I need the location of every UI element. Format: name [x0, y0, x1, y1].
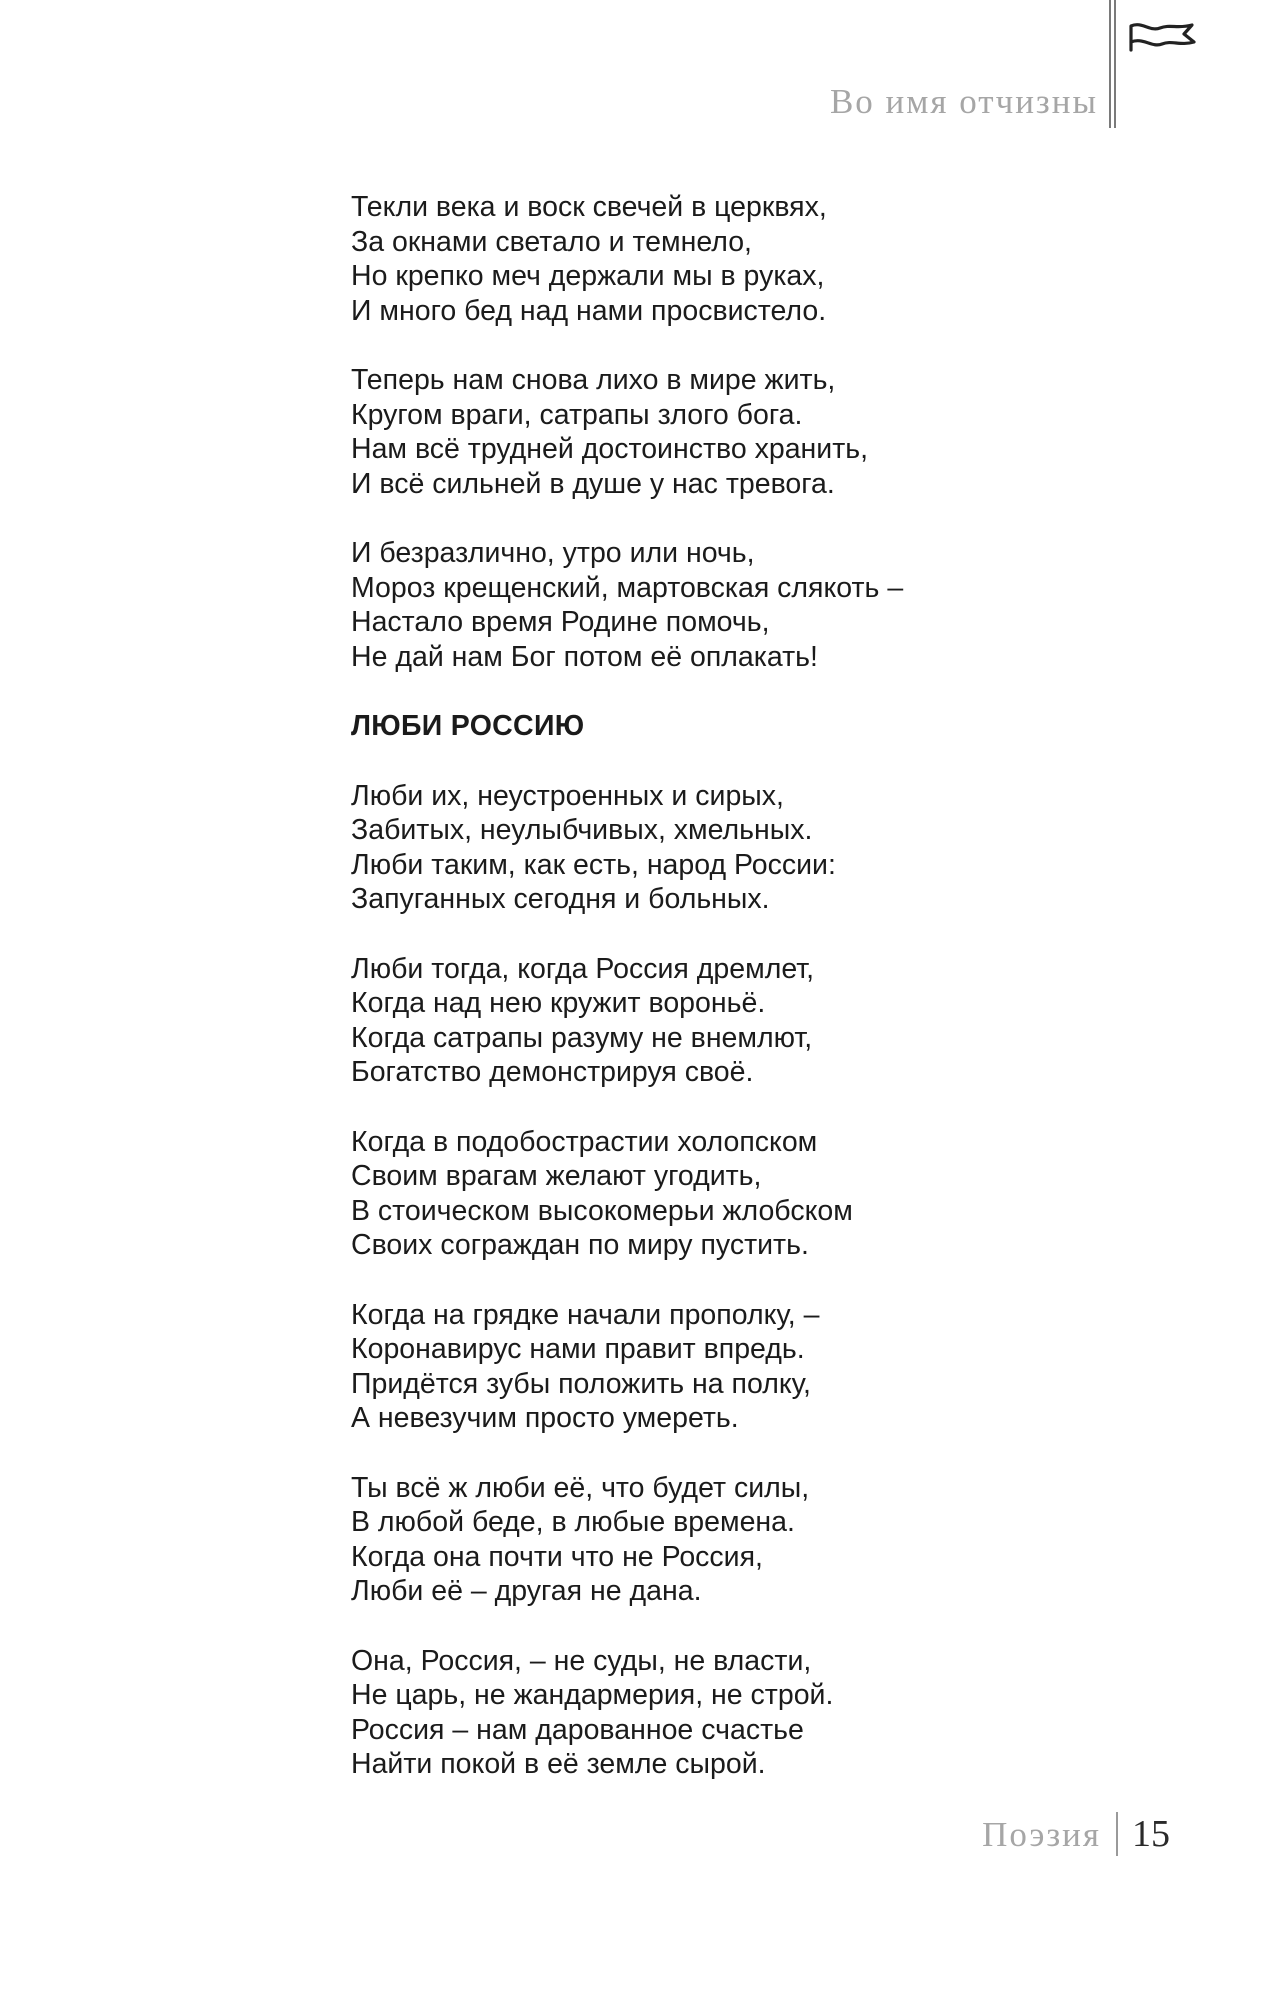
flag-icon — [1128, 22, 1196, 52]
poem-line: Богатство демонстрируя своё. — [351, 1056, 754, 1088]
poem-line: За окнами светало и темнело, — [351, 225, 752, 258]
stanza — [351, 1644, 1091, 1782]
stanza — [351, 190, 1091, 328]
poem-line: Люби её – другая не дана. — [351, 1575, 702, 1607]
poem-line: Найти покой в её земле сырой. — [351, 1748, 766, 1780]
page-number: 15 — [1132, 1813, 1170, 1855]
poem-line: Когда сатрапы разуму не внемлют, — [351, 1021, 813, 1054]
poem-line: Люби тогда, когда Россия дремлет, — [351, 952, 815, 985]
stanza — [351, 1471, 1091, 1609]
poem-line: Мороз крещенский, мартовская слякоть – — [351, 571, 904, 604]
stanza — [351, 779, 1091, 917]
running-title: Во имя отчизны — [829, 82, 1098, 121]
poem-line: Забитых, неулыбчивых, хмельных. — [351, 814, 813, 846]
poem-line: Запуганных сегодня и больных. — [351, 883, 770, 915]
poem-line: В любой беде, в любые времена. — [351, 1506, 795, 1538]
stanza — [351, 1298, 1091, 1436]
poem-line: И безразлично, утро или ночь, — [351, 537, 755, 569]
footer-section-title: Поэзия — [982, 1815, 1101, 1854]
poem-line: Кругом враги, сатрапы злого бога. — [351, 398, 803, 431]
poem-title: ЛЮБИ РОССИЮ — [351, 710, 585, 742]
poem-line: Ты всё ж люби её, что будет силы, — [351, 1471, 810, 1504]
poem-line: Коронавирус нами правит впредь. — [351, 1333, 805, 1365]
poem-line: Теперь нам снова лихо в мире жить, — [351, 364, 836, 396]
poem-line: Своих сограждан по миру пустить. — [351, 1229, 809, 1261]
poem-line: Когда в подобострастии холопском — [351, 1125, 818, 1158]
stanza — [351, 363, 1091, 501]
poem-line: Когда она почти что не Россия, — [351, 1540, 763, 1573]
poem-line: Когда на грядке начали прополку, – — [351, 1298, 820, 1331]
poem-line: Нам всё трудней достоинство хранить, — [351, 433, 869, 465]
poem-line: Настало время Родине помочь, — [351, 606, 770, 638]
poem-line: Россия – нам дарованное счастье — [351, 1713, 804, 1746]
poem-line: И всё сильней в душе у нас тревога. — [351, 467, 835, 500]
poem-line: Не царь, не жандармерия, не строй. — [351, 1679, 834, 1711]
poem-line: В стоическом высокомерьи жлобском — [351, 1194, 853, 1227]
page-content — [351, 190, 1091, 1817]
footer-divider — [1116, 1812, 1118, 1856]
poem-line: Текли века и воск свечей в церквях, — [351, 191, 827, 223]
poem-line: А невезучим просто умереть. — [351, 1402, 739, 1434]
poem-line: Люби таким, как есть, народ России: — [351, 848, 836, 881]
poem-line: И много бед над нами просвистело. — [351, 294, 827, 327]
poem-line: Но крепко меч держали мы в руках, — [351, 260, 825, 292]
stanza — [351, 536, 1091, 674]
header-rule-right — [1114, 0, 1116, 128]
poem-line: Она, Россия, – не суды, не власти, — [351, 1644, 812, 1677]
poem-line: Придётся зубы положить на полку, — [351, 1367, 811, 1400]
poem-line: Не дай нам Бог потом её оплакать! — [351, 640, 818, 673]
poem-line: Своим врагам желают угодить, — [351, 1160, 762, 1192]
poem-line: Когда над нею кружит вороньё. — [351, 987, 766, 1019]
stanza — [351, 1125, 1091, 1263]
poem-line: Люби их, неустроенных и сирых, — [351, 779, 784, 812]
stanza — [351, 952, 1091, 1090]
header-rule-left — [1109, 0, 1111, 128]
